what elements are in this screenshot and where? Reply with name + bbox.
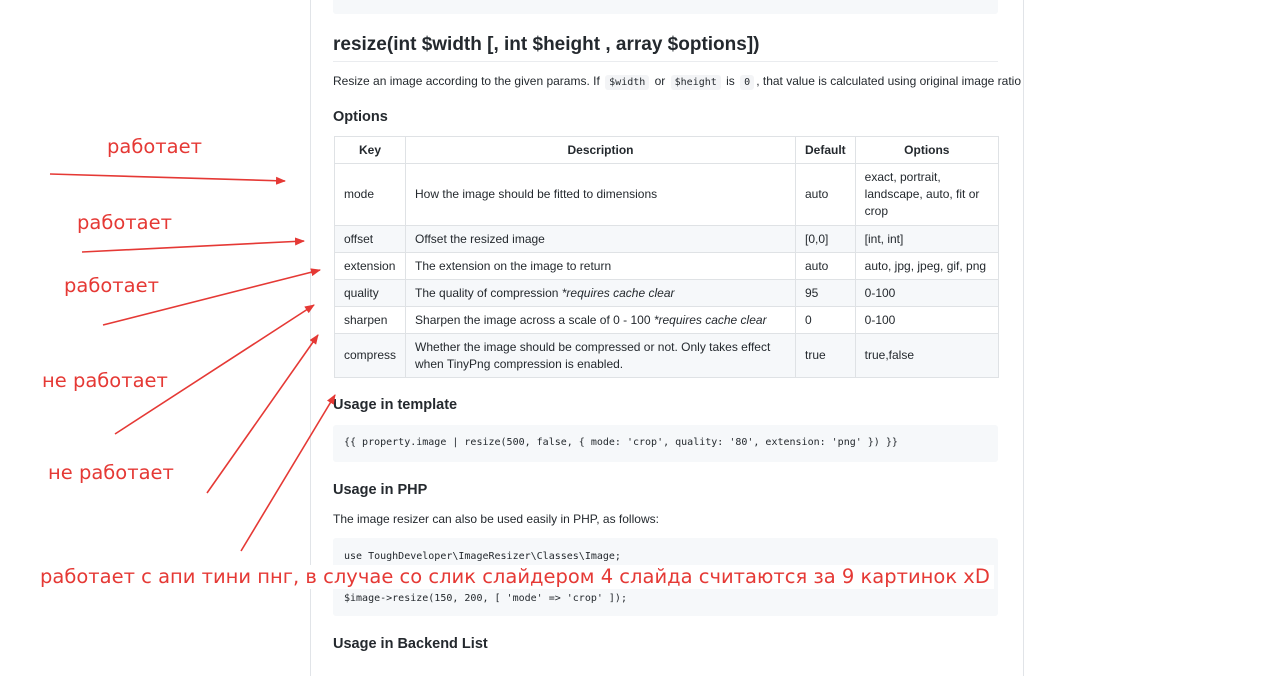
cell-default: 0 [795, 307, 855, 334]
cell-description: Sharpen the image across a scale of 0 - 100 *requires cache clear [406, 307, 796, 334]
cell-options: 0-100 [855, 280, 998, 307]
cell-description: The quality of compression *requires cache clear [406, 280, 796, 307]
cell-options: auto, jpg, jpeg, gif, png [855, 253, 998, 280]
usage-template-code: {{ property.image | resize(500, false, { mode: 'crop', quality: '80', extension: 'png' }) }} [333, 425, 998, 462]
method-heading: resize(int $width [, int $height , array $options]) [333, 33, 998, 62]
cell-description: The extension on the image to return [406, 253, 796, 280]
annotation-bottom-note: работает с апи тини пнг, в случае со слик слайдером 4 слайда считаются за 9 картинок xD [36, 565, 994, 589]
cell-key: compress [335, 334, 406, 378]
arrow-usage [241, 395, 335, 551]
usage-php-heading: Usage in PHP [333, 482, 428, 498]
cell-options: exact, portrait, landscape, auto, fit or crop [855, 164, 998, 226]
arrow-offset [82, 241, 304, 252]
cell-options: [int, int] [855, 226, 998, 253]
options-heading: Options [333, 109, 388, 125]
cell-key: quality [335, 280, 406, 307]
code-width: $width [605, 75, 649, 90]
cell-key: sharpen [335, 307, 406, 334]
cell-description: Offset the resized image [406, 226, 796, 253]
cell-key: offset [335, 226, 406, 253]
cell-default: auto [795, 164, 855, 226]
usage-template-heading: Usage in template [333, 397, 458, 413]
cache-note: *requires cache clear [561, 285, 675, 300]
code-zero: 0 [740, 75, 754, 90]
annotation-label: работает [77, 211, 172, 234]
code-height: $height [671, 75, 721, 90]
cell-default: auto [795, 253, 855, 280]
arrow-mode [50, 174, 285, 181]
header-key: Key [335, 137, 406, 164]
annotation-label: не работает [42, 369, 168, 392]
arrow-compress [207, 335, 318, 493]
cache-note: *requires cache clear [653, 312, 767, 327]
header-description: Description [406, 137, 796, 164]
cell-description: Whether the image should be compressed or not. Only takes effect when TinyPng compression is enabled. [406, 334, 796, 378]
cell-default: [0,0] [795, 226, 855, 253]
usage-backend-heading: Usage in Backend List [333, 636, 488, 652]
annotation-label: работает [64, 274, 159, 297]
cell-options: true,false [855, 334, 998, 378]
cell-default: 95 [795, 280, 855, 307]
cell-default: true [795, 334, 855, 378]
usage-php-text: The image resizer can also be used easily in PHP, as follows: [333, 512, 659, 526]
cell-key: extension [335, 253, 406, 280]
cell-description: How the image should be fitted to dimensions [406, 164, 796, 226]
annotation-label: не работает [48, 461, 174, 484]
usage-php-code: use ToughDeveloper\ImageResizer\Classes\Image; $image->resize(150, 200, [ 'mode' => 'crop' ]); [333, 538, 998, 616]
cell-key: mode [335, 164, 406, 226]
header-default: Default [795, 137, 855, 164]
annotation-label: работает [107, 135, 202, 158]
header-options: Options [855, 137, 998, 164]
method-description: Resize an image according to the given params. If $width or $height is 0 , that value is calculated using original image ratio [333, 74, 1022, 88]
cell-options: 0-100 [855, 307, 998, 334]
